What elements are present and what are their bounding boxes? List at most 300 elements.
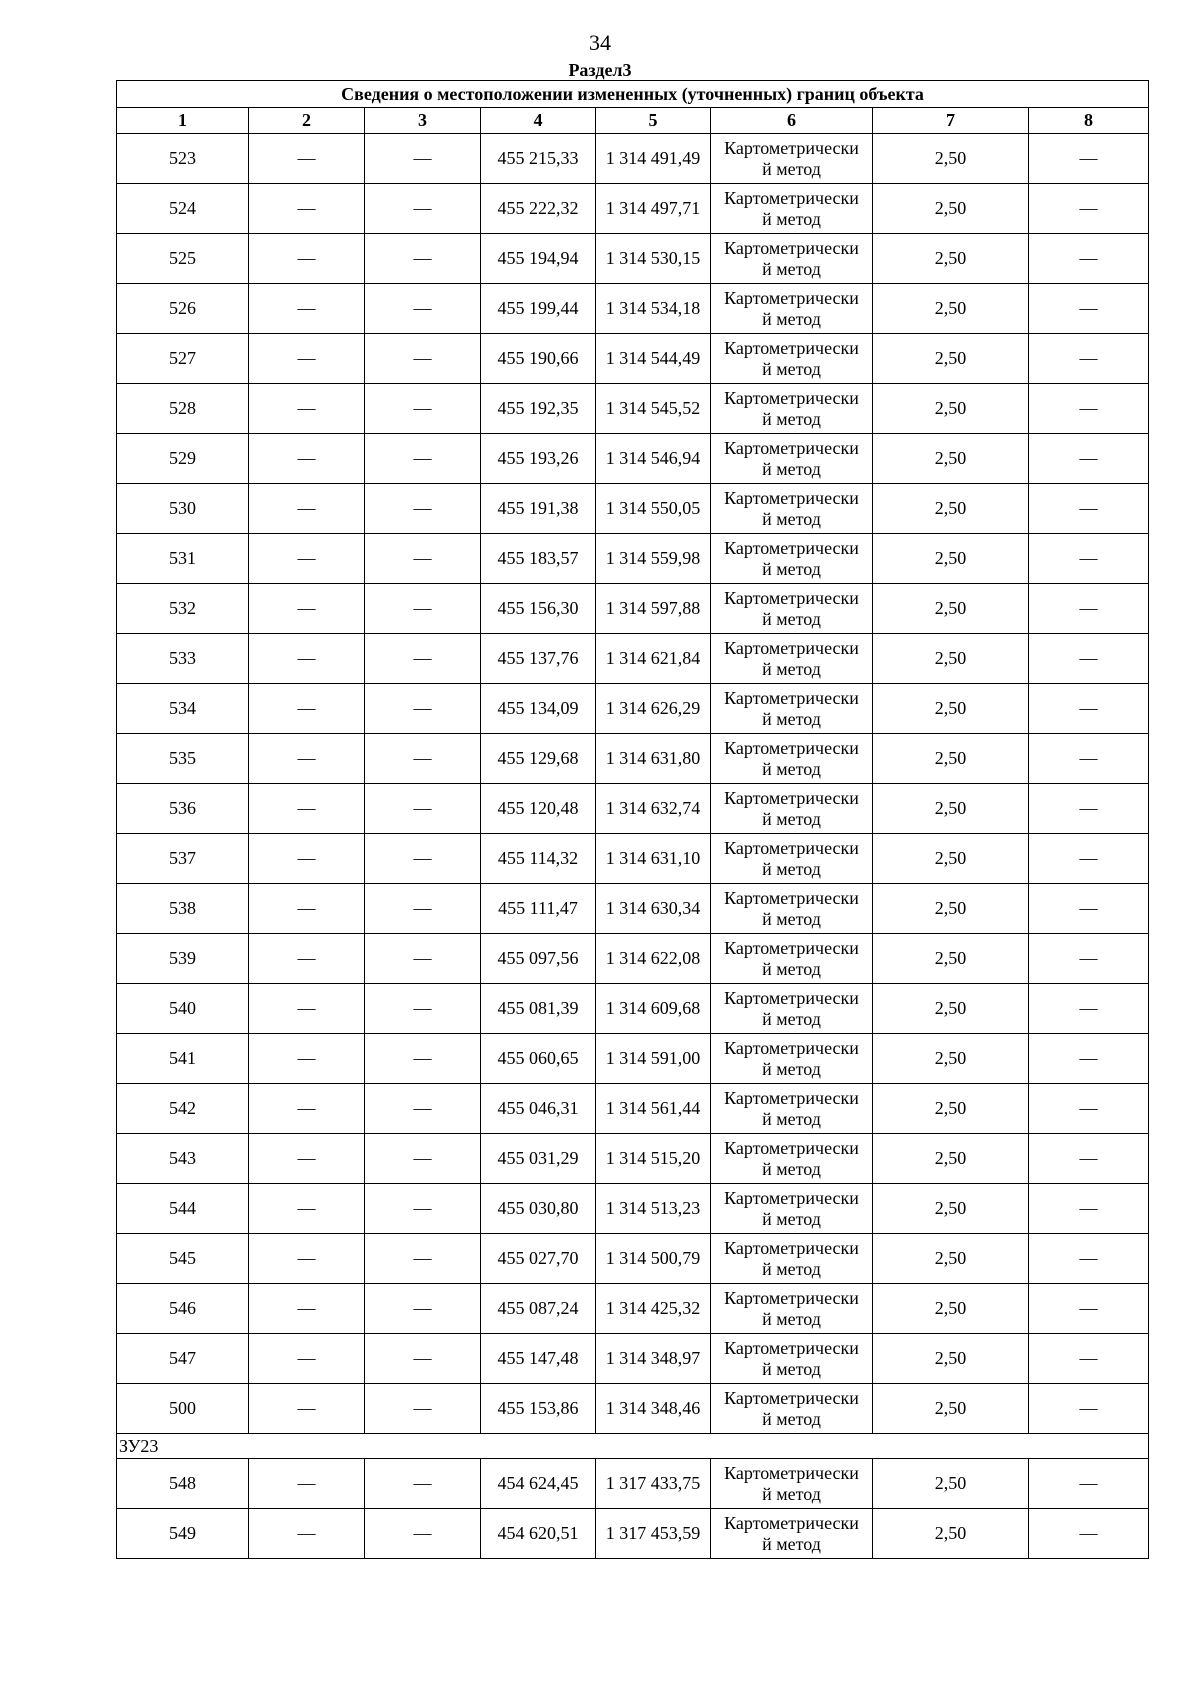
coordinate-x: 455 156,30 [481, 584, 596, 634]
point-number: 548 [117, 1459, 249, 1509]
table-row [117, 634, 1149, 684]
coordinate-y: 1 314 513,23 [596, 1184, 711, 1234]
accuracy-value: 2,50 [873, 934, 1029, 984]
method-line-1: Картометрически [724, 587, 859, 608]
table-row [117, 1459, 1149, 1509]
point-number: 547 [117, 1334, 249, 1384]
method-line-1: Картометрически [724, 287, 859, 308]
method-line-1: Картометрически [724, 437, 859, 458]
accuracy-value: 2,50 [873, 1459, 1029, 1509]
column-header-4: 4 [481, 108, 596, 134]
point-number: 526 [117, 284, 249, 334]
table-row [117, 184, 1149, 234]
coordinate-y: 1 314 545,52 [596, 384, 711, 434]
empty-dash: — [249, 384, 365, 434]
coordinate-y: 1 314 559,98 [596, 534, 711, 584]
coordinate-y: 1 314 544,49 [596, 334, 711, 384]
empty-dash: — [1029, 234, 1149, 284]
method-cell [711, 584, 873, 634]
coordinate-x: 455 183,57 [481, 534, 596, 584]
coordinate-y: 1 314 632,74 [596, 784, 711, 834]
point-number: 542 [117, 1084, 249, 1134]
empty-dash: — [365, 1509, 481, 1559]
method-cell [711, 884, 873, 934]
method-line-2: й метод [762, 1358, 821, 1379]
coordinate-x: 455 120,48 [481, 784, 596, 834]
method-line-1: Картометрически [724, 937, 859, 958]
method-line-1: Картометрически [724, 237, 859, 258]
accuracy-value: 2,50 [873, 1134, 1029, 1184]
accuracy-value: 2,50 [873, 284, 1029, 334]
empty-dash: — [365, 1384, 481, 1434]
coordinate-x: 455 081,39 [481, 984, 596, 1034]
empty-dash: — [365, 434, 481, 484]
section-title: Раздел3 [568, 60, 632, 80]
method-line-1: Картометрически [724, 637, 859, 658]
empty-dash: — [1029, 834, 1149, 884]
point-number: 534 [117, 684, 249, 734]
point-number: 532 [117, 584, 249, 634]
method-line-2: й метод [762, 608, 821, 629]
empty-dash: — [1029, 1334, 1149, 1384]
method-line-2: й метод [762, 1108, 821, 1129]
empty-dash: — [249, 834, 365, 884]
empty-dash: — [249, 1184, 365, 1234]
empty-dash: — [365, 1084, 481, 1134]
coordinate-x: 455 134,09 [481, 684, 596, 734]
empty-dash: — [365, 584, 481, 634]
accuracy-value: 2,50 [873, 984, 1029, 1034]
method-line-1: Картометрически [724, 687, 859, 708]
empty-dash: — [249, 1284, 365, 1334]
accuracy-value: 2,50 [873, 634, 1029, 684]
coordinate-x: 454 620,51 [481, 1509, 596, 1559]
method-line-2: й метод [762, 1308, 821, 1329]
empty-dash: — [1029, 634, 1149, 684]
coordinate-x: 455 111,47 [481, 884, 596, 934]
coordinate-y: 1 314 491,49 [596, 134, 711, 184]
method-line-2: й метод [762, 1408, 821, 1429]
method-cell [711, 534, 873, 584]
accuracy-value: 2,50 [873, 534, 1029, 584]
coordinate-x: 455 191,38 [481, 484, 596, 534]
accuracy-value: 2,50 [873, 484, 1029, 534]
method-line-1: Картометрически [724, 1287, 859, 1308]
point-number: 525 [117, 234, 249, 284]
method-line-1: Картометрически [724, 1237, 859, 1258]
empty-dash: — [249, 184, 365, 234]
point-number: 544 [117, 1184, 249, 1234]
table-row [117, 934, 1149, 984]
table-row [117, 1034, 1149, 1084]
table-row [117, 1084, 1149, 1134]
point-number: 536 [117, 784, 249, 834]
table-row [117, 884, 1149, 934]
method-line-2: й метод [762, 158, 821, 179]
coordinate-x: 455 087,24 [481, 1284, 596, 1334]
method-line-2: й метод [762, 308, 821, 329]
coordinate-y: 1 314 348,46 [596, 1384, 711, 1434]
method-line-2: й метод [762, 1483, 821, 1504]
table-row [117, 984, 1149, 1034]
table-row [117, 534, 1149, 584]
coordinate-y: 1 314 609,68 [596, 984, 711, 1034]
point-number: 529 [117, 434, 249, 484]
coordinate-x: 455 137,76 [481, 634, 596, 684]
point-number: 523 [117, 134, 249, 184]
accuracy-value: 2,50 [873, 134, 1029, 184]
method-line-1: Картометрически [724, 1462, 859, 1483]
coordinate-y: 1 314 425,32 [596, 1284, 711, 1334]
empty-dash: — [1029, 734, 1149, 784]
empty-dash: — [249, 784, 365, 834]
column-header-6: 6 [711, 108, 873, 134]
empty-dash: — [1029, 134, 1149, 184]
coordinate-x: 455 194,94 [481, 234, 596, 284]
accuracy-value: 2,50 [873, 1284, 1029, 1334]
empty-dash: — [1029, 1384, 1149, 1434]
accuracy-value: 2,50 [873, 1184, 1029, 1234]
coordinate-x: 455 222,32 [481, 184, 596, 234]
empty-dash: — [1029, 1034, 1149, 1084]
accuracy-value: 2,50 [873, 234, 1029, 284]
accuracy-value: 2,50 [873, 734, 1029, 784]
coordinate-y: 1 314 515,20 [596, 1134, 711, 1184]
empty-dash: — [365, 784, 481, 834]
empty-dash: — [365, 334, 481, 384]
accuracy-value: 2,50 [873, 334, 1029, 384]
point-number: 538 [117, 884, 249, 934]
table-row [117, 484, 1149, 534]
empty-dash: — [249, 334, 365, 384]
point-number: 543 [117, 1134, 249, 1184]
method-line-2: й метод [762, 458, 821, 479]
table-row [117, 434, 1149, 484]
method-cell [711, 1134, 873, 1184]
coordinate-y: 1 314 500,79 [596, 1234, 711, 1284]
coordinate-x: 454 624,45 [481, 1459, 596, 1509]
method-line-1: Картометрически [724, 537, 859, 558]
column-header-1: 1 [117, 108, 249, 134]
method-line-2: й метод [762, 1008, 821, 1029]
empty-dash: — [1029, 284, 1149, 334]
empty-dash: — [249, 984, 365, 1034]
empty-dash: — [1029, 584, 1149, 634]
coordinate-y: 1 314 631,10 [596, 834, 711, 884]
point-number: 539 [117, 934, 249, 984]
empty-dash: — [249, 284, 365, 334]
empty-dash: — [249, 534, 365, 584]
method-cell [711, 234, 873, 284]
coordinate-x: 455 097,56 [481, 934, 596, 984]
empty-dash: — [365, 934, 481, 984]
method-cell [711, 1284, 873, 1334]
method-line-2: й метод [762, 808, 821, 829]
point-number: 500 [117, 1384, 249, 1434]
empty-dash: — [1029, 1459, 1149, 1509]
method-line-2: й метод [762, 1058, 821, 1079]
boundary-table [116, 80, 1149, 1559]
method-line-2: й метод [762, 1258, 821, 1279]
empty-dash: — [365, 634, 481, 684]
point-number: 537 [117, 834, 249, 884]
empty-dash: — [249, 1384, 365, 1434]
empty-dash: — [249, 1509, 365, 1559]
empty-dash: — [249, 1134, 365, 1184]
coordinate-y: 1 314 530,15 [596, 234, 711, 284]
empty-dash: — [1029, 334, 1149, 384]
method-line-1: Картометрически [724, 987, 859, 1008]
method-cell [711, 1034, 873, 1084]
point-number: 540 [117, 984, 249, 1034]
empty-dash: — [249, 1084, 365, 1134]
method-line-2: й метод [762, 208, 821, 229]
coordinate-x: 455 193,26 [481, 434, 596, 484]
empty-dash: — [365, 684, 481, 734]
method-cell [711, 634, 873, 684]
empty-dash: — [249, 584, 365, 634]
table-row [117, 784, 1149, 834]
point-number: 549 [117, 1509, 249, 1559]
method-cell [711, 834, 873, 884]
empty-dash: — [1029, 184, 1149, 234]
coordinate-x: 455 199,44 [481, 284, 596, 334]
method-line-1: Картометрически [724, 887, 859, 908]
empty-dash: — [249, 484, 365, 534]
empty-dash: — [249, 1234, 365, 1284]
method-line-2: й метод [762, 1158, 821, 1179]
point-number: 533 [117, 634, 249, 684]
method-line-2: й метод [762, 408, 821, 429]
point-number: 546 [117, 1284, 249, 1334]
coordinate-x: 455 060,65 [481, 1034, 596, 1084]
empty-dash: — [249, 434, 365, 484]
coordinate-y: 1 317 433,75 [596, 1459, 711, 1509]
accuracy-value: 2,50 [873, 1384, 1029, 1434]
table-row [117, 684, 1149, 734]
empty-dash: — [1029, 784, 1149, 834]
method-cell [711, 434, 873, 484]
method-line-2: й метод [762, 908, 821, 929]
empty-dash: — [249, 884, 365, 934]
method-line-1: Картометрически [724, 1337, 859, 1358]
accuracy-value: 2,50 [873, 1334, 1029, 1384]
empty-dash: — [365, 1459, 481, 1509]
accuracy-value: 2,50 [873, 1034, 1029, 1084]
method-cell [711, 1234, 873, 1284]
method-cell [711, 1509, 873, 1559]
empty-dash: — [249, 1034, 365, 1084]
table-row [117, 1184, 1149, 1234]
empty-dash: — [249, 734, 365, 784]
empty-dash: — [365, 134, 481, 184]
empty-dash: — [365, 234, 481, 284]
table-row [117, 1134, 1149, 1184]
coordinate-x: 455 147,48 [481, 1334, 596, 1384]
empty-dash: — [1029, 984, 1149, 1034]
point-number: 531 [117, 534, 249, 584]
coordinate-y: 1 314 631,80 [596, 734, 711, 784]
coordinate-x: 455 046,31 [481, 1084, 596, 1134]
method-line-2: й метод [762, 358, 821, 379]
method-cell [711, 734, 873, 784]
method-line-2: й метод [762, 958, 821, 979]
accuracy-value: 2,50 [873, 1084, 1029, 1134]
accuracy-value: 2,50 [873, 1509, 1029, 1559]
method-line-1: Картометрически [724, 1387, 859, 1408]
empty-dash: — [1029, 384, 1149, 434]
method-line-1: Картометрически [724, 137, 859, 158]
method-cell [711, 684, 873, 734]
table-row [117, 284, 1149, 334]
method-line-2: й метод [762, 708, 821, 729]
empty-dash: — [1029, 1284, 1149, 1334]
method-line-1: Картометрически [724, 1187, 859, 1208]
empty-dash: — [365, 284, 481, 334]
coordinate-y: 1 314 591,00 [596, 1034, 711, 1084]
empty-dash: — [1029, 1234, 1149, 1284]
empty-dash: — [365, 1334, 481, 1384]
coordinate-x: 455 030,80 [481, 1184, 596, 1234]
empty-dash: — [365, 884, 481, 934]
empty-dash: — [365, 1284, 481, 1334]
table-row [117, 334, 1149, 384]
empty-dash: — [1029, 1184, 1149, 1234]
coordinate-x: 455 153,86 [481, 1384, 596, 1434]
method-cell [711, 934, 873, 984]
empty-dash: — [1029, 484, 1149, 534]
method-line-2: й метод [762, 258, 821, 279]
group-label: ЗУ23 [117, 1434, 1149, 1459]
coordinate-y: 1 314 621,84 [596, 634, 711, 684]
coordinate-x: 455 190,66 [481, 334, 596, 384]
empty-dash: — [249, 934, 365, 984]
coordinate-x: 455 031,29 [481, 1134, 596, 1184]
method-line-1: Картометрически [724, 737, 859, 758]
method-line-2: й метод [762, 858, 821, 879]
method-line-2: й метод [762, 758, 821, 779]
accuracy-value: 2,50 [873, 434, 1029, 484]
method-line-1: Картометрически [724, 187, 859, 208]
empty-dash: — [249, 1334, 365, 1384]
method-cell [711, 384, 873, 434]
empty-dash: — [365, 484, 481, 534]
method-line-1: Картометрически [724, 337, 859, 358]
empty-dash: — [365, 384, 481, 434]
point-number: 527 [117, 334, 249, 384]
method-cell [711, 1459, 873, 1509]
accuracy-value: 2,50 [873, 784, 1029, 834]
coordinate-y: 1 314 630,34 [596, 884, 711, 934]
method-line-2: й метод [762, 658, 821, 679]
method-line-2: й метод [762, 1208, 821, 1229]
method-cell [711, 484, 873, 534]
coordinate-y: 1 314 622,08 [596, 934, 711, 984]
empty-dash: — [1029, 1509, 1149, 1559]
empty-dash: — [365, 1134, 481, 1184]
coordinate-y: 1 314 626,29 [596, 684, 711, 734]
method-cell [711, 984, 873, 1034]
method-line-1: Картометрически [724, 1087, 859, 1108]
empty-dash: — [1029, 934, 1149, 984]
column-header-2: 2 [249, 108, 365, 134]
method-line-2: й метод [762, 558, 821, 579]
coordinate-x: 455 129,68 [481, 734, 596, 784]
accuracy-value: 2,50 [873, 884, 1029, 934]
coordinate-y: 1 314 348,97 [596, 1334, 711, 1384]
table-row [117, 1234, 1149, 1284]
coordinate-y: 1 317 453,59 [596, 1509, 711, 1559]
method-line-1: Картометрически [724, 1137, 859, 1158]
method-cell [711, 184, 873, 234]
empty-dash: — [1029, 684, 1149, 734]
table-row [117, 1334, 1149, 1384]
point-number: 535 [117, 734, 249, 784]
table-row [117, 234, 1149, 284]
empty-dash: — [365, 184, 481, 234]
table-row [117, 734, 1149, 784]
coordinate-y: 1 314 561,44 [596, 1084, 711, 1134]
method-cell [711, 284, 873, 334]
empty-dash: — [1029, 534, 1149, 584]
coordinate-x: 455 114,32 [481, 834, 596, 884]
method-line-1: Картометрически [724, 787, 859, 808]
point-number: 545 [117, 1234, 249, 1284]
method-line-1: Картометрически [724, 1512, 859, 1533]
method-cell [711, 784, 873, 834]
method-cell [711, 1384, 873, 1434]
empty-dash: — [1029, 434, 1149, 484]
coordinate-y: 1 314 550,05 [596, 484, 711, 534]
method-line-1: Картометрически [724, 487, 859, 508]
column-header-3: 3 [365, 108, 481, 134]
point-number: 530 [117, 484, 249, 534]
table-row [117, 1384, 1149, 1434]
empty-dash: — [249, 1459, 365, 1509]
empty-dash: — [1029, 1084, 1149, 1134]
method-cell [711, 134, 873, 184]
method-cell [711, 1334, 873, 1384]
accuracy-value: 2,50 [873, 184, 1029, 234]
accuracy-value: 2,50 [873, 384, 1029, 434]
method-line-2: й метод [762, 1533, 821, 1554]
coordinate-y: 1 314 497,71 [596, 184, 711, 234]
column-header-5: 5 [596, 108, 711, 134]
coordinate-x: 455 192,35 [481, 384, 596, 434]
empty-dash: — [365, 984, 481, 1034]
empty-dash: — [365, 734, 481, 784]
method-cell [711, 1184, 873, 1234]
point-number: 528 [117, 384, 249, 434]
column-header-8: 8 [1029, 108, 1149, 134]
coordinate-x: 455 215,33 [481, 134, 596, 184]
table-caption: Сведения о местоположении измененных (уточненных) границ объекта [117, 81, 1149, 108]
empty-dash: — [365, 834, 481, 884]
table-row [117, 134, 1149, 184]
empty-dash: — [249, 134, 365, 184]
table-row [117, 834, 1149, 884]
page-number: 34 [589, 30, 611, 55]
group-row [117, 1434, 1149, 1459]
table-row [117, 1284, 1149, 1334]
empty-dash: — [249, 634, 365, 684]
accuracy-value: 2,50 [873, 584, 1029, 634]
coordinate-y: 1 314 546,94 [596, 434, 711, 484]
accuracy-value: 2,50 [873, 684, 1029, 734]
empty-dash: — [249, 234, 365, 284]
empty-dash: — [365, 1184, 481, 1234]
empty-dash: — [249, 684, 365, 734]
